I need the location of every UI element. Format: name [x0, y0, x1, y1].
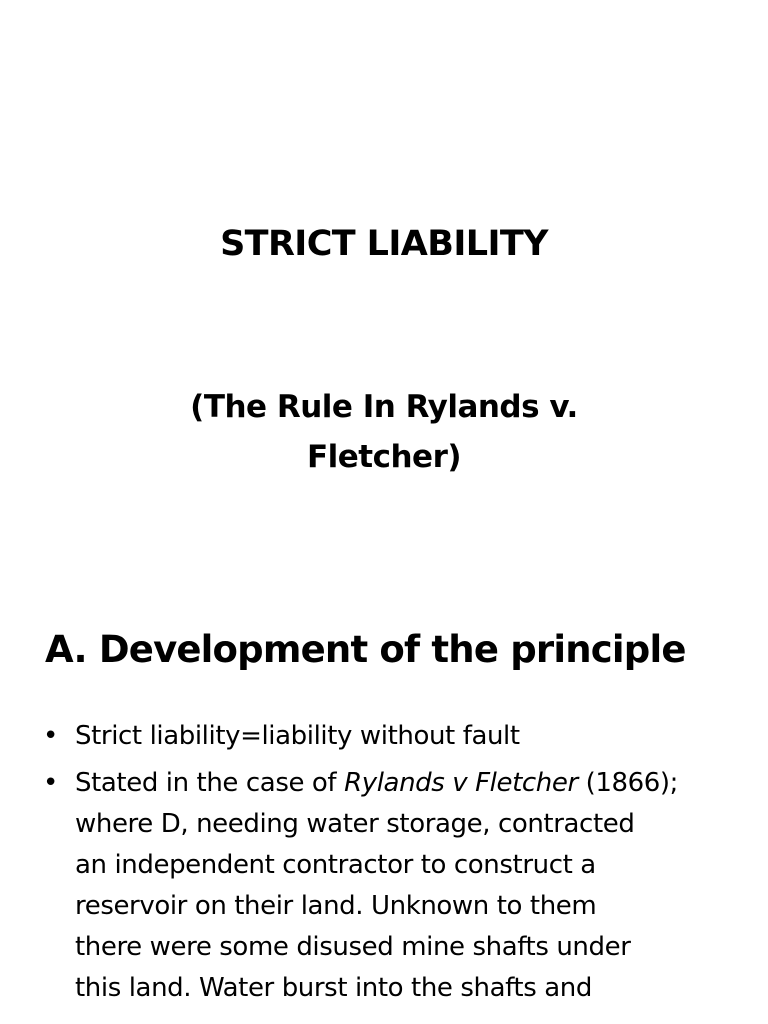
bullet-item-definition: [0, 716, 678, 757]
bullet-text-line: where D, needing water storage, contracted: [75, 809, 635, 839]
section-heading: A. Development of the principle: [45, 628, 686, 671]
bullet-text-line: reservoir on their land. Unknown to them: [75, 891, 597, 921]
subtitle-line-1: (The Rule In Rylands v.: [190, 389, 578, 425]
bullet-item-case: [0, 763, 678, 1009]
case-year-text: (1866);: [577, 768, 679, 798]
bullet-text-line: [75, 763, 678, 804]
bullet-text-line: there were some disused mine shafts under: [75, 932, 631, 962]
slide-subtitle: [0, 382, 768, 482]
bullet-list: [0, 716, 678, 1009]
bullet-text-line: this land. Water burst into the shafts and: [75, 973, 592, 1003]
bullet-text: Strict liability=liability without fault: [75, 721, 520, 751]
bullet-icon: •: [43, 768, 58, 798]
slide-title: STRICT LIABILITY: [220, 224, 548, 264]
case-name: Rylands v Fletcher: [344, 768, 578, 798]
bullet-icon: •: [43, 721, 58, 751]
subtitle-line-2: Fletcher): [306, 439, 462, 475]
case-intro-text: Stated in the case of: [75, 768, 345, 798]
bullet-text-line: an independent contractor to construct a: [75, 850, 596, 880]
